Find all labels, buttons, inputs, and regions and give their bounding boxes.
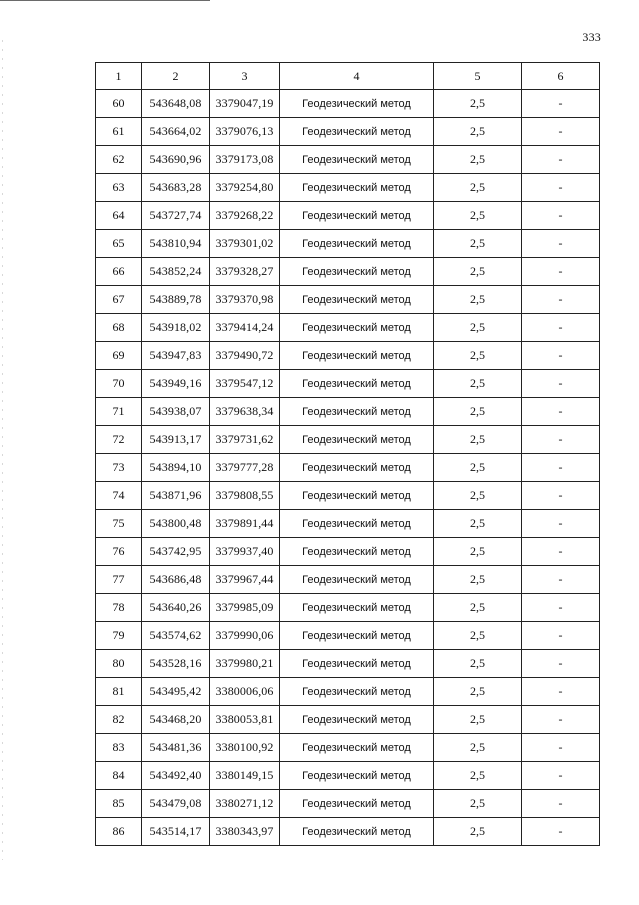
table-row xyxy=(96,342,600,370)
y-coordinate-cell: 3379301,02 xyxy=(210,230,280,258)
y-coordinate-cell: 3379891,44 xyxy=(210,510,280,538)
table-row xyxy=(96,258,600,286)
point-number-cell: 78 xyxy=(96,594,142,622)
point-number-cell: 79 xyxy=(96,622,142,650)
accuracy-cell: 2,5 xyxy=(434,622,522,650)
point-number-cell: 72 xyxy=(96,426,142,454)
point-number-cell: 75 xyxy=(96,510,142,538)
note-cell: - xyxy=(522,454,600,482)
method-cell: Геодезический метод xyxy=(280,510,434,538)
method-cell: Геодезический метод xyxy=(280,454,434,482)
point-number-cell: 83 xyxy=(96,734,142,762)
page-edge-marks xyxy=(2,40,3,860)
table-row xyxy=(96,734,600,762)
y-coordinate-cell: 3379638,34 xyxy=(210,398,280,426)
note-cell: - xyxy=(522,370,600,398)
x-coordinate-cell: 543871,96 xyxy=(142,482,210,510)
method-cell: Геодезический метод xyxy=(280,230,434,258)
table-row xyxy=(96,762,600,790)
method-cell: Геодезический метод xyxy=(280,342,434,370)
table-row xyxy=(96,230,600,258)
point-number-cell: 65 xyxy=(96,230,142,258)
note-cell: - xyxy=(522,566,600,594)
y-coordinate-cell: 3380053,81 xyxy=(210,706,280,734)
point-number-cell: 61 xyxy=(96,118,142,146)
table-row xyxy=(96,174,600,202)
note-cell: - xyxy=(522,510,600,538)
note-cell: - xyxy=(522,426,600,454)
point-number-cell: 74 xyxy=(96,482,142,510)
y-coordinate-cell: 3379777,28 xyxy=(210,454,280,482)
accuracy-cell: 2,5 xyxy=(434,398,522,426)
header-row xyxy=(96,63,600,90)
table-row xyxy=(96,314,600,342)
accuracy-cell: 2,5 xyxy=(434,762,522,790)
note-cell: - xyxy=(522,678,600,706)
note-cell: - xyxy=(522,594,600,622)
y-coordinate-cell: 3380149,15 xyxy=(210,762,280,790)
accuracy-cell: 2,5 xyxy=(434,818,522,846)
method-cell: Геодезический метод xyxy=(280,594,434,622)
point-number-cell: 82 xyxy=(96,706,142,734)
accuracy-cell: 2,5 xyxy=(434,678,522,706)
accuracy-cell: 2,5 xyxy=(434,566,522,594)
point-number-cell: 86 xyxy=(96,818,142,846)
table-body xyxy=(96,90,600,846)
y-coordinate-cell: 3379808,55 xyxy=(210,482,280,510)
x-coordinate-cell: 543574,62 xyxy=(142,622,210,650)
note-cell: - xyxy=(522,286,600,314)
x-coordinate-cell: 543683,28 xyxy=(142,174,210,202)
note-cell: - xyxy=(522,314,600,342)
table-row xyxy=(96,90,600,118)
accuracy-cell: 2,5 xyxy=(434,370,522,398)
table-row xyxy=(96,146,600,174)
table-row xyxy=(96,566,600,594)
x-coordinate-cell: 543492,40 xyxy=(142,762,210,790)
x-coordinate-cell: 543664,02 xyxy=(142,118,210,146)
x-coordinate-cell: 543640,26 xyxy=(142,594,210,622)
method-cell: Геодезический метод xyxy=(280,650,434,678)
y-coordinate-cell: 3379547,12 xyxy=(210,370,280,398)
point-number-cell: 73 xyxy=(96,454,142,482)
table-row xyxy=(96,510,600,538)
table-row xyxy=(96,118,600,146)
table-row xyxy=(96,454,600,482)
table-row xyxy=(96,286,600,314)
x-coordinate-cell: 543690,96 xyxy=(142,146,210,174)
table-row xyxy=(96,398,600,426)
page-number: 333 xyxy=(582,30,601,44)
y-coordinate-cell: 3379490,72 xyxy=(210,342,280,370)
accuracy-cell: 2,5 xyxy=(434,118,522,146)
x-coordinate-cell: 543648,08 xyxy=(142,90,210,118)
point-number-cell: 71 xyxy=(96,398,142,426)
table-row xyxy=(96,482,600,510)
column-header: 5 xyxy=(434,63,522,90)
point-number-cell: 76 xyxy=(96,538,142,566)
x-coordinate-cell: 543894,10 xyxy=(142,454,210,482)
point-number-cell: 77 xyxy=(96,566,142,594)
table-row xyxy=(96,818,600,846)
accuracy-cell: 2,5 xyxy=(434,482,522,510)
y-coordinate-cell: 3379967,44 xyxy=(210,566,280,594)
method-cell: Геодезический метод xyxy=(280,790,434,818)
method-cell: Геодезический метод xyxy=(280,118,434,146)
point-number-cell: 70 xyxy=(96,370,142,398)
column-header: 3 xyxy=(210,63,280,90)
y-coordinate-cell: 3380271,12 xyxy=(210,790,280,818)
x-coordinate-cell: 543481,36 xyxy=(142,734,210,762)
table-row xyxy=(96,706,600,734)
point-number-cell: 64 xyxy=(96,202,142,230)
accuracy-cell: 2,5 xyxy=(434,342,522,370)
accuracy-cell: 2,5 xyxy=(434,426,522,454)
note-cell: - xyxy=(522,118,600,146)
x-coordinate-cell: 543727,74 xyxy=(142,202,210,230)
x-coordinate-cell: 543742,95 xyxy=(142,538,210,566)
method-cell: Геодезический метод xyxy=(280,90,434,118)
coordinates-table xyxy=(95,62,600,846)
method-cell: Геодезический метод xyxy=(280,706,434,734)
note-cell: - xyxy=(522,146,600,174)
y-coordinate-cell: 3380100,92 xyxy=(210,734,280,762)
note-cell: - xyxy=(522,762,600,790)
method-cell: Геодезический метод xyxy=(280,566,434,594)
x-coordinate-cell: 543889,78 xyxy=(142,286,210,314)
point-number-cell: 66 xyxy=(96,258,142,286)
x-coordinate-cell: 543479,08 xyxy=(142,790,210,818)
y-coordinate-cell: 3379980,21 xyxy=(210,650,280,678)
point-number-cell: 60 xyxy=(96,90,142,118)
point-number-cell: 80 xyxy=(96,650,142,678)
note-cell: - xyxy=(522,342,600,370)
accuracy-cell: 2,5 xyxy=(434,230,522,258)
column-header: 4 xyxy=(280,63,434,90)
accuracy-cell: 2,5 xyxy=(434,734,522,762)
note-cell: - xyxy=(522,538,600,566)
y-coordinate-cell: 3379047,19 xyxy=(210,90,280,118)
method-cell: Геодезический метод xyxy=(280,426,434,454)
accuracy-cell: 2,5 xyxy=(434,706,522,734)
x-coordinate-cell: 543918,02 xyxy=(142,314,210,342)
table-row xyxy=(96,370,600,398)
table-row xyxy=(96,790,600,818)
y-coordinate-cell: 3379414,24 xyxy=(210,314,280,342)
note-cell: - xyxy=(522,482,600,510)
point-number-cell: 69 xyxy=(96,342,142,370)
method-cell: Геодезический метод xyxy=(280,202,434,230)
point-number-cell: 85 xyxy=(96,790,142,818)
x-coordinate-cell: 543800,48 xyxy=(142,510,210,538)
table-row xyxy=(96,202,600,230)
y-coordinate-cell: 3379370,98 xyxy=(210,286,280,314)
method-cell: Геодезический метод xyxy=(280,678,434,706)
accuracy-cell: 2,5 xyxy=(434,286,522,314)
accuracy-cell: 2,5 xyxy=(434,538,522,566)
y-coordinate-cell: 3379985,09 xyxy=(210,594,280,622)
x-coordinate-cell: 543686,48 xyxy=(142,566,210,594)
accuracy-cell: 2,5 xyxy=(434,510,522,538)
method-cell: Геодезический метод xyxy=(280,286,434,314)
point-number-cell: 84 xyxy=(96,762,142,790)
method-cell: Геодезический метод xyxy=(280,818,434,846)
table-row xyxy=(96,622,600,650)
x-coordinate-cell: 543528,16 xyxy=(142,650,210,678)
method-cell: Геодезический метод xyxy=(280,482,434,510)
method-cell: Геодезический метод xyxy=(280,538,434,566)
x-coordinate-cell: 543495,42 xyxy=(142,678,210,706)
note-cell: - xyxy=(522,790,600,818)
point-number-cell: 81 xyxy=(96,678,142,706)
x-coordinate-cell: 543468,20 xyxy=(142,706,210,734)
point-number-cell: 68 xyxy=(96,314,142,342)
top-rule xyxy=(0,0,210,1)
method-cell: Геодезический метод xyxy=(280,146,434,174)
accuracy-cell: 2,5 xyxy=(434,454,522,482)
note-cell: - xyxy=(522,706,600,734)
note-cell: - xyxy=(522,622,600,650)
column-header: 2 xyxy=(142,63,210,90)
accuracy-cell: 2,5 xyxy=(434,202,522,230)
accuracy-cell: 2,5 xyxy=(434,594,522,622)
method-cell: Геодезический метод xyxy=(280,314,434,342)
accuracy-cell: 2,5 xyxy=(434,258,522,286)
y-coordinate-cell: 3379937,40 xyxy=(210,538,280,566)
accuracy-cell: 2,5 xyxy=(434,790,522,818)
method-cell: Геодезический метод xyxy=(280,734,434,762)
x-coordinate-cell: 543947,83 xyxy=(142,342,210,370)
note-cell: - xyxy=(522,734,600,762)
point-number-cell: 63 xyxy=(96,174,142,202)
note-cell: - xyxy=(522,398,600,426)
accuracy-cell: 2,5 xyxy=(434,314,522,342)
y-coordinate-cell: 3379731,62 xyxy=(210,426,280,454)
note-cell: - xyxy=(522,650,600,678)
x-coordinate-cell: 543913,17 xyxy=(142,426,210,454)
x-coordinate-cell: 543949,16 xyxy=(142,370,210,398)
note-cell: - xyxy=(522,174,600,202)
table-row xyxy=(96,594,600,622)
accuracy-cell: 2,5 xyxy=(434,174,522,202)
point-number-cell: 62 xyxy=(96,146,142,174)
y-coordinate-cell: 3379076,13 xyxy=(210,118,280,146)
note-cell: - xyxy=(522,202,600,230)
x-coordinate-cell: 543938,07 xyxy=(142,398,210,426)
method-cell: Геодезический метод xyxy=(280,622,434,650)
note-cell: - xyxy=(522,90,600,118)
note-cell: - xyxy=(522,230,600,258)
y-coordinate-cell: 3380006,06 xyxy=(210,678,280,706)
column-header: 1 xyxy=(96,63,142,90)
y-coordinate-cell: 3379268,22 xyxy=(210,202,280,230)
method-cell: Геодезический метод xyxy=(280,370,434,398)
note-cell: - xyxy=(522,258,600,286)
y-coordinate-cell: 3379254,80 xyxy=(210,174,280,202)
method-cell: Геодезический метод xyxy=(280,258,434,286)
method-cell: Геодезический метод xyxy=(280,174,434,202)
point-number-cell: 67 xyxy=(96,286,142,314)
table-header xyxy=(96,63,600,90)
y-coordinate-cell: 3380343,97 xyxy=(210,818,280,846)
x-coordinate-cell: 543514,17 xyxy=(142,818,210,846)
table-row xyxy=(96,678,600,706)
x-coordinate-cell: 543810,94 xyxy=(142,230,210,258)
y-coordinate-cell: 3379173,08 xyxy=(210,146,280,174)
method-cell: Геодезический метод xyxy=(280,762,434,790)
accuracy-cell: 2,5 xyxy=(434,146,522,174)
table-row xyxy=(96,650,600,678)
table-row xyxy=(96,426,600,454)
column-header: 6 xyxy=(522,63,600,90)
method-cell: Геодезический метод xyxy=(280,398,434,426)
accuracy-cell: 2,5 xyxy=(434,650,522,678)
y-coordinate-cell: 3379990,06 xyxy=(210,622,280,650)
note-cell: - xyxy=(522,818,600,846)
table-row xyxy=(96,538,600,566)
accuracy-cell: 2,5 xyxy=(434,90,522,118)
y-coordinate-cell: 3379328,27 xyxy=(210,258,280,286)
x-coordinate-cell: 543852,24 xyxy=(142,258,210,286)
